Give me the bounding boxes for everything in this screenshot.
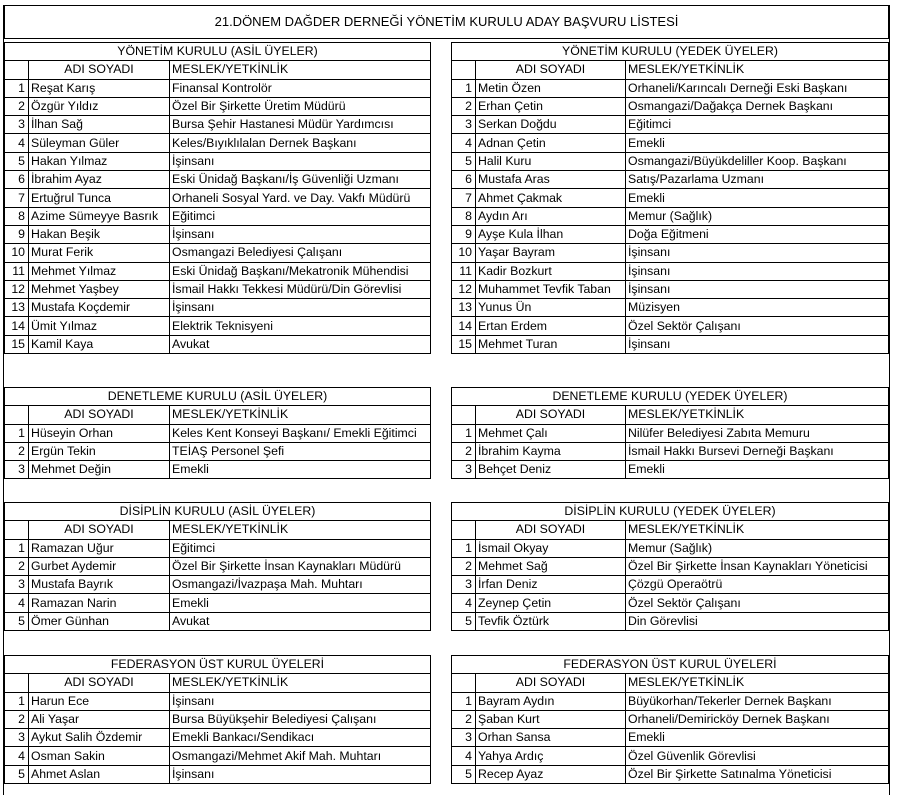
member-name: Orhan Sansa <box>476 729 626 747</box>
table-row <box>5 442 431 460</box>
row-number: 1 <box>452 79 476 97</box>
table-row <box>452 424 889 442</box>
column-header-name: ADI SOYADI <box>29 521 170 539</box>
member-profession: Çözgü Operaötrü <box>626 576 889 594</box>
member-name: Hakan Beşik <box>29 225 170 243</box>
table-row <box>5 747 431 765</box>
row-number: 2 <box>452 97 476 115</box>
row-number: 2 <box>5 710 29 728</box>
table-row <box>452 171 889 189</box>
table-row <box>452 97 889 115</box>
member-name: İrfan Deniz <box>476 576 626 594</box>
member-name: İlhan Sağ <box>29 116 170 134</box>
member-profession: Bursa Şehir Hastanesi Müdür Yardımcısı <box>170 116 431 134</box>
column-header-blank <box>5 521 29 539</box>
member-name: Mehmet Yaşbey <box>29 280 170 298</box>
section-yonetim-asil <box>4 42 431 354</box>
member-name: Hüseyin Orhan <box>29 424 170 442</box>
row-number: 14 <box>5 317 29 335</box>
table-row <box>5 262 431 280</box>
member-profession: Orhaneli/Demiricköy Dernek Başkanı <box>626 710 889 728</box>
row-number: 8 <box>5 207 29 225</box>
member-name: İbrahim Ayaz <box>29 171 170 189</box>
section-federasyon-right <box>451 655 889 784</box>
row-number: 4 <box>452 594 476 612</box>
table-row <box>5 79 431 97</box>
table-row <box>5 461 431 479</box>
member-name: Erhan Çetin <box>476 97 626 115</box>
row-number: 8 <box>452 207 476 225</box>
member-name: Mustafa Aras <box>476 171 626 189</box>
member-profession: İşinsanı <box>170 225 431 243</box>
table-row <box>452 747 889 765</box>
table-row <box>5 557 431 575</box>
section-denetleme-asil <box>4 387 431 479</box>
member-name: Bayram Aydın <box>476 692 626 710</box>
row-number: 5 <box>452 152 476 170</box>
member-name: Hakan Yılmaz <box>29 152 170 170</box>
row-number: 2 <box>5 97 29 115</box>
table-row <box>5 97 431 115</box>
table-row <box>5 729 431 747</box>
members-table <box>4 502 431 631</box>
column-header-name: ADI SOYADI <box>29 61 170 79</box>
member-profession: Eski Ünidağ Başkanı/İş Güvenliği Uzmanı <box>170 171 431 189</box>
table-row <box>452 729 889 747</box>
row-number: 5 <box>452 612 476 630</box>
member-name: Mehmet Değin <box>29 461 170 479</box>
row-number: 2 <box>5 442 29 460</box>
row-number: 9 <box>452 225 476 243</box>
member-name: Şaban Kurt <box>476 710 626 728</box>
member-name: Ahmet Çakmak <box>476 189 626 207</box>
section-title: DİSİPLİN KURULU (YEDEK ÜYELER) <box>452 503 889 521</box>
member-profession: Keles/Bıyıklılalan Dernek Başkanı <box>170 134 431 152</box>
row-number: 5 <box>5 765 29 783</box>
member-profession: Osmangazi/İvazpaşa Mah. Muhtarı <box>170 576 431 594</box>
row-number: 3 <box>452 116 476 134</box>
row-number: 3 <box>5 729 29 747</box>
column-header-profession: MESLEK/YETKİNLİK <box>170 521 431 539</box>
member-profession: Emekli Bankacı/Sendikacı <box>170 729 431 747</box>
section-yonetim-yedek <box>451 42 889 354</box>
table-row <box>5 152 431 170</box>
row-number: 3 <box>452 729 476 747</box>
members-table <box>451 387 889 479</box>
row-number: 11 <box>452 262 476 280</box>
member-profession: Din Görevlisi <box>626 612 889 630</box>
row-number: 1 <box>5 424 29 442</box>
member-profession: Orhaneli Sosyal Yard. ve Day. Vakfı Müdürü <box>170 189 431 207</box>
column-header-blank <box>5 674 29 692</box>
member-name: Özgür Yıldız <box>29 97 170 115</box>
table-row <box>452 612 889 630</box>
row-number: 1 <box>5 692 29 710</box>
table-row <box>452 539 889 557</box>
table-row <box>452 692 889 710</box>
row-number: 4 <box>452 134 476 152</box>
table-row <box>452 594 889 612</box>
member-name: Harun Ece <box>29 692 170 710</box>
column-header-profession: MESLEK/YETKİNLİK <box>626 521 889 539</box>
table-row <box>452 207 889 225</box>
section-denetleme-yedek <box>451 387 889 479</box>
member-name: Mehmet Sağ <box>476 557 626 575</box>
member-name: Yahya Ardıç <box>476 747 626 765</box>
table-row <box>452 576 889 594</box>
member-name: Ömer Günhan <box>29 612 170 630</box>
member-name: Murat Ferik <box>29 244 170 262</box>
column-header-profession: MESLEK/YETKİNLİK <box>170 406 431 424</box>
member-name: Mustafa Koçdemir <box>29 299 170 317</box>
member-profession: Büyükorhan/Tekerler Dernek Başkanı <box>626 692 889 710</box>
table-row <box>452 461 889 479</box>
member-profession: Eğitimci <box>170 539 431 557</box>
row-number: 3 <box>452 461 476 479</box>
member-profession: Emekli <box>626 134 889 152</box>
column-header-profession: MESLEK/YETKİNLİK <box>626 61 889 79</box>
member-profession: Finansal Kontrolör <box>170 79 431 97</box>
members-table <box>4 655 431 784</box>
row-number: 4 <box>452 747 476 765</box>
column-header-blank <box>452 406 476 424</box>
row-number: 6 <box>5 171 29 189</box>
member-profession: Memur (Sağlık) <box>626 207 889 225</box>
member-name: Ertan Erdem <box>476 317 626 335</box>
row-number: 4 <box>5 594 29 612</box>
row-number: 2 <box>452 557 476 575</box>
member-profession: Osmangazi/Mehmet Akif Mah. Muhtarı <box>170 747 431 765</box>
table-row <box>5 207 431 225</box>
section-federasyon-left <box>4 655 431 784</box>
table-row <box>452 79 889 97</box>
row-number: 5 <box>5 612 29 630</box>
member-profession: Avukat <box>170 612 431 630</box>
member-profession: Müzisyen <box>626 299 889 317</box>
member-profession: Bursa Büyükşehir Belediyesi Çalışanı <box>170 710 431 728</box>
member-profession: Elektrik Teknisyeni <box>170 317 431 335</box>
table-row <box>452 335 889 353</box>
member-name: İbrahim Kayma <box>476 442 626 460</box>
member-profession: Özel Bir Şirkette Üretim Müdürü <box>170 97 431 115</box>
row-number: 10 <box>452 244 476 262</box>
table-row <box>5 424 431 442</box>
member-name: Mehmet Turan <box>476 335 626 353</box>
table-row <box>5 244 431 262</box>
row-number: 3 <box>5 576 29 594</box>
member-name: Mehmet Yılmaz <box>29 262 170 280</box>
table-row <box>452 134 889 152</box>
table-row <box>452 225 889 243</box>
section-disiplin-asil <box>4 502 431 631</box>
row-number: 13 <box>5 299 29 317</box>
member-profession: Nilüfer Belediyesi Zabıta Memuru <box>626 424 889 442</box>
row-number: 1 <box>452 539 476 557</box>
member-name: Mehmet Çalı <box>476 424 626 442</box>
member-name: Osman Sakin <box>29 747 170 765</box>
member-name: Ayşe Kula İlhan <box>476 225 626 243</box>
member-name: Tevfik Öztürk <box>476 612 626 630</box>
member-profession: Eğitimci <box>170 207 431 225</box>
column-header-profession: MESLEK/YETKİNLİK <box>170 674 431 692</box>
table-row <box>452 557 889 575</box>
section-title: DİSİPLİN KURULU (ASİL ÜYELER) <box>5 503 431 521</box>
member-profession: Emekli <box>626 461 889 479</box>
sheet-right-border <box>889 5 890 795</box>
table-row <box>5 576 431 594</box>
column-header-name: ADI SOYADI <box>29 674 170 692</box>
table-row <box>452 262 889 280</box>
member-name: Halil Kuru <box>476 152 626 170</box>
member-profession: İşinsanı <box>170 299 431 317</box>
member-name: Azime Sümeyye Basrık <box>29 207 170 225</box>
member-name: Ergün Tekin <box>29 442 170 460</box>
member-profession: Osmangazi/Büyükdeliller Koop. Başkanı <box>626 152 889 170</box>
row-number: 14 <box>452 317 476 335</box>
member-name: Süleyman Güler <box>29 134 170 152</box>
members-table <box>451 655 889 784</box>
member-profession: Orhaneli/Karıncalı Derneği Eski Başkanı <box>626 79 889 97</box>
table-row <box>452 317 889 335</box>
member-profession: Eski Ünidağ Başkanı/Mekatronik Mühendisi <box>170 262 431 280</box>
member-name: Muhammet Tevfik Taban <box>476 280 626 298</box>
member-name: Kadir Bozkurt <box>476 262 626 280</box>
table-row <box>452 244 889 262</box>
table-row <box>452 116 889 134</box>
row-number: 1 <box>452 424 476 442</box>
member-profession: Emekli <box>626 189 889 207</box>
member-profession: İşinsanı <box>170 765 431 783</box>
member-name: Aydın Arı <box>476 207 626 225</box>
table-row <box>5 317 431 335</box>
member-name: Ahmet Aslan <box>29 765 170 783</box>
member-profession: Satış/Pazarlama Uzmanı <box>626 171 889 189</box>
row-number: 11 <box>5 262 29 280</box>
table-row <box>452 710 889 728</box>
member-profession: İsmail Hakkı Bursevi Derneği Başkanı <box>626 442 889 460</box>
row-number: 12 <box>452 280 476 298</box>
member-profession: Özel Bir Şirkette İnsan Kaynakları Yöneticisi <box>626 557 889 575</box>
section-title: DENETLEME KURULU (ASİL ÜYELER) <box>5 388 431 406</box>
row-number: 10 <box>5 244 29 262</box>
member-name: Recep Ayaz <box>476 765 626 783</box>
row-number: 5 <box>452 765 476 783</box>
member-name: Ramazan Narin <box>29 594 170 612</box>
row-number: 3 <box>5 461 29 479</box>
member-profession: İşinsanı <box>170 692 431 710</box>
table-row <box>452 152 889 170</box>
row-number: 5 <box>5 152 29 170</box>
column-header-name: ADI SOYADI <box>476 406 626 424</box>
table-row <box>5 171 431 189</box>
member-name: Metin Özen <box>476 79 626 97</box>
member-profession: Osmangazi Belediyesi Çalışanı <box>170 244 431 262</box>
column-header-profession: MESLEK/YETKİNLİK <box>170 61 431 79</box>
member-name: Ümit Yılmaz <box>29 317 170 335</box>
table-row <box>452 442 889 460</box>
row-number: 1 <box>452 692 476 710</box>
member-profession: Özel Bir Şirkette Satınalma Yöneticisi <box>626 765 889 783</box>
row-number: 3 <box>5 116 29 134</box>
row-number: 2 <box>452 710 476 728</box>
table-row <box>5 710 431 728</box>
column-header-name: ADI SOYADI <box>29 406 170 424</box>
table-row <box>5 280 431 298</box>
row-number: 7 <box>452 189 476 207</box>
table-row <box>5 594 431 612</box>
member-profession: Avukat <box>170 335 431 353</box>
row-number: 2 <box>452 442 476 460</box>
section-title: FEDERASYON ÜST KURUL ÜYELERİ <box>452 656 889 674</box>
member-name: Ertuğrul Tunca <box>29 189 170 207</box>
member-name: Aykut Salih Özdemir <box>29 729 170 747</box>
row-number: 15 <box>5 335 29 353</box>
section-title: YÖNETİM KURULU (YEDEK ÜYELER) <box>452 43 889 61</box>
column-header-blank <box>5 61 29 79</box>
column-header-profession: MESLEK/YETKİNLİK <box>626 674 889 692</box>
row-number: 6 <box>452 171 476 189</box>
column-header-blank <box>452 674 476 692</box>
column-header-blank <box>452 61 476 79</box>
row-number: 13 <box>452 299 476 317</box>
member-profession: Özel Bir Şirkette İnsan Kaynakları Müdürü <box>170 557 431 575</box>
table-row <box>452 299 889 317</box>
member-profession: Osmangazi/Dağakça Dernek Başkanı <box>626 97 889 115</box>
member-name: Serkan Doğdu <box>476 116 626 134</box>
member-name: Kamil Kaya <box>29 335 170 353</box>
table-row <box>5 765 431 783</box>
row-number: 12 <box>5 280 29 298</box>
member-profession: İşinsanı <box>626 262 889 280</box>
member-profession: İsmail Hakkı Tekkesi Müdürü/Din Görevlisi <box>170 280 431 298</box>
row-number: 3 <box>452 576 476 594</box>
row-number: 1 <box>5 79 29 97</box>
member-profession: İşinsanı <box>626 244 889 262</box>
table-row <box>5 612 431 630</box>
document-title: 21.DÖNEM DAĞDER DERNEĞİ YÖNETİM KURULU ADAY BAŞVURU LİSTESİ <box>4 5 889 39</box>
table-row <box>5 299 431 317</box>
member-profession: İşinsanı <box>626 280 889 298</box>
column-header-profession: MESLEK/YETKİNLİK <box>626 406 889 424</box>
member-profession: Özel Sektör Çalışanı <box>626 317 889 335</box>
section-title: DENETLEME KURULU (YEDEK ÜYELER) <box>452 388 889 406</box>
member-profession: Emekli <box>170 594 431 612</box>
member-profession: Emekli <box>626 729 889 747</box>
member-name: Yaşar Bayram <box>476 244 626 262</box>
member-name: Mustafa Bayrık <box>29 576 170 594</box>
member-profession: Eğitimci <box>626 116 889 134</box>
column-header-blank <box>5 406 29 424</box>
section-title: FEDERASYON ÜST KURUL ÜYELERİ <box>5 656 431 674</box>
member-name: Ali Yaşar <box>29 710 170 728</box>
member-name: Gurbet Aydemir <box>29 557 170 575</box>
section-disiplin-yedek <box>451 502 889 631</box>
member-name: Ramazan Uğur <box>29 539 170 557</box>
table-row <box>5 692 431 710</box>
column-header-name: ADI SOYADI <box>476 674 626 692</box>
table-row <box>5 225 431 243</box>
member-name: Zeynep Çetin <box>476 594 626 612</box>
table-row <box>5 116 431 134</box>
section-title: YÖNETİM KURULU (ASİL ÜYELER) <box>5 43 431 61</box>
table-row <box>5 539 431 557</box>
table-row <box>5 189 431 207</box>
members-table <box>451 42 889 354</box>
member-name: İsmail Okyay <box>476 539 626 557</box>
member-profession: Memur (Sağlık) <box>626 539 889 557</box>
table-row <box>5 335 431 353</box>
member-profession: Özel Sektör Çalışanı <box>626 594 889 612</box>
members-table <box>4 387 431 479</box>
member-profession: İşinsanı <box>626 335 889 353</box>
members-table <box>4 42 431 354</box>
member-name: Behçet Deniz <box>476 461 626 479</box>
member-name: Adnan Çetin <box>476 134 626 152</box>
row-number: 2 <box>5 557 29 575</box>
row-number: 4 <box>5 134 29 152</box>
member-profession: Özel Güvenlik Görevlisi <box>626 747 889 765</box>
table-row <box>452 765 889 783</box>
column-header-name: ADI SOYADI <box>476 521 626 539</box>
row-number: 4 <box>5 747 29 765</box>
column-header-blank <box>452 521 476 539</box>
member-profession: Doğa Eğitmeni <box>626 225 889 243</box>
member-profession: TEİAŞ Personel Şefi <box>170 442 431 460</box>
row-number: 9 <box>5 225 29 243</box>
member-profession: İşinsanı <box>170 152 431 170</box>
members-table <box>451 502 889 631</box>
table-row <box>452 189 889 207</box>
table-row <box>5 134 431 152</box>
member-name: Reşat Karış <box>29 79 170 97</box>
member-profession: Emekli <box>170 461 431 479</box>
column-header-name: ADI SOYADI <box>476 61 626 79</box>
row-number: 1 <box>5 539 29 557</box>
row-number: 15 <box>452 335 476 353</box>
member-name: Yunus Ün <box>476 299 626 317</box>
table-row <box>452 280 889 298</box>
row-number: 7 <box>5 189 29 207</box>
member-profession: Keles Kent Konseyi Başkanı/ Emekli Eğitimci <box>170 424 431 442</box>
